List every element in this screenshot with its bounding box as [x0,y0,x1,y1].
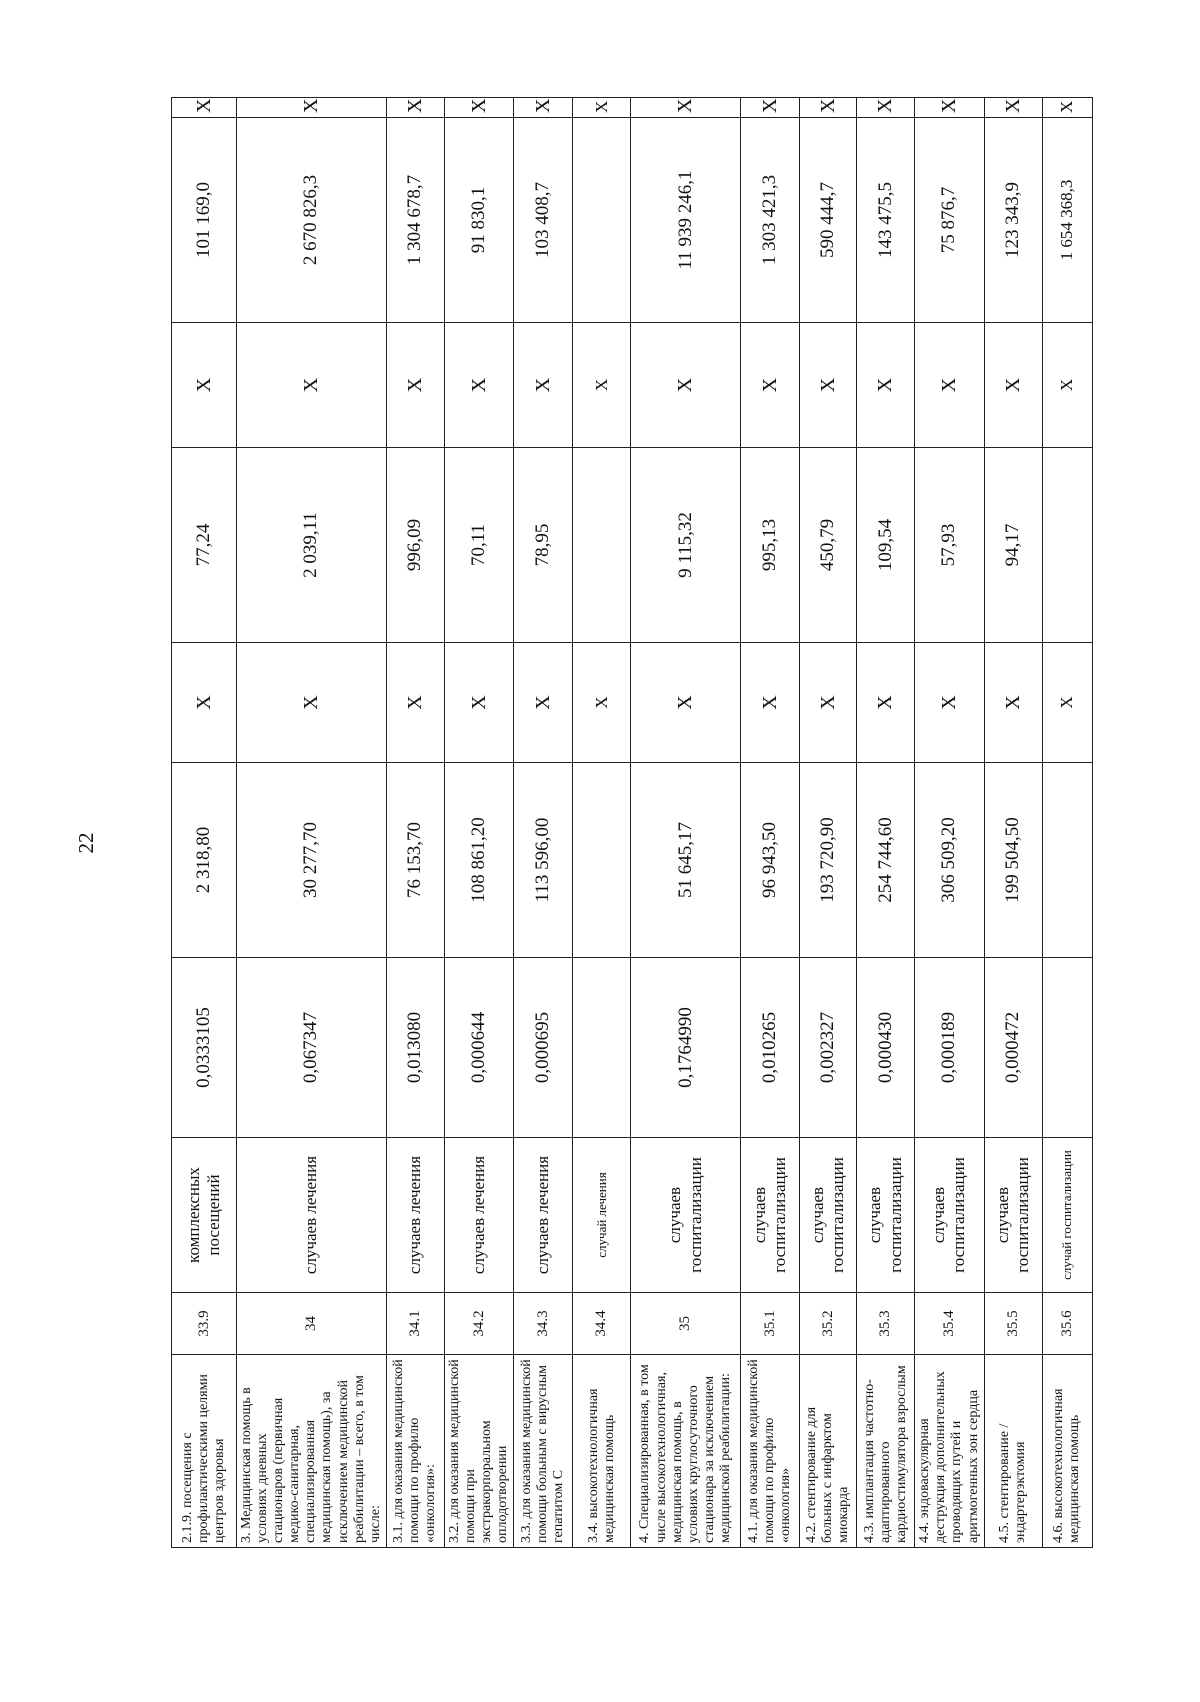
row-x-mark-cell: X [800,98,857,118]
row-code-cell: 34.4 [573,1293,631,1355]
row-cost-cell [573,763,631,958]
row-volume-cell: 0,000189 [915,958,984,1138]
row-volume-cell [1042,958,1092,1138]
row-unit-cell: случаев госпитализации [741,1138,800,1293]
row-x-mark-cell: X [172,98,237,118]
row-code-cell: 35.4 [915,1293,984,1355]
row-code-cell: 34.3 [514,1293,573,1355]
row-x-mark-cell: X [1042,323,1092,448]
row-per-capita-cell: 70,11 [444,448,513,643]
row-volume-cell: 0,067347 [237,958,387,1138]
row-unit-cell: случаев госпитализации [857,1138,915,1293]
row-x-mark-cell: X [573,98,631,118]
row-x-mark-cell: X [741,643,800,763]
row-total-cell: 1 303 421,3 [741,118,800,323]
row-total-cell: 103 408,7 [514,118,573,323]
row-unit-cell: случаев госпитализации [984,1138,1042,1293]
row-unit-cell: случаев госпитализации [631,1138,741,1293]
row-per-capita-cell: 9 115,32 [631,448,741,643]
table-row [984,98,1042,1548]
row-unit-cell: случаев госпитализации [915,1138,984,1293]
row-code-cell: 34 [237,1293,387,1355]
row-unit-cell: комплексных посещений [172,1138,237,1293]
row-per-capita-cell: 57,93 [915,448,984,643]
row-x-mark-cell: X [237,643,387,763]
row-total-cell: 101 169,0 [172,118,237,323]
row-per-capita-cell [1042,448,1092,643]
row-cost-cell: 2 318,80 [172,763,237,958]
row-per-capita-cell: 78,95 [514,448,573,643]
row-x-mark-cell: X [915,643,984,763]
row-x-mark-cell: X [741,98,800,118]
row-name-cell: 3.3. для оказания медицинской помощи больным с вирусным гепатитом С [514,1355,573,1548]
row-unit-cell: случаев лечения [386,1138,444,1293]
row-cost-cell: 193 720,90 [800,763,857,958]
row-per-capita-cell: 109,54 [857,448,915,643]
row-x-mark-cell: X [631,643,741,763]
row-x-mark-cell: X [631,323,741,448]
table-row [573,98,631,1548]
row-unit-cell: случай госпитализации [1042,1138,1092,1293]
page-number: 22 [73,832,98,854]
row-name-cell: 4. Специализированная, в том числе высокотехнологичная, медицинская помощь, в условиях круглосуточного стационара за исключением медицинской реабилитации: [631,1355,741,1548]
row-unit-cell: случаев лечения [514,1138,573,1293]
row-cost-cell [1042,763,1092,958]
row-volume-cell: 0,000430 [857,958,915,1138]
row-volume-cell: 0,013080 [386,958,444,1138]
row-code-cell: 35.2 [800,1293,857,1355]
row-x-mark-cell: X [514,643,573,763]
table-body [172,98,1093,1548]
row-x-mark-cell: X [915,323,984,448]
row-name-cell: 3.1. для оказания медицинской помощи по профилю «онкология»: [386,1355,444,1548]
table-row [172,98,237,1548]
row-cost-cell: 96 943,50 [741,763,800,958]
row-name-cell: 4.6. высокотехнологичная медицинская помощь [1042,1355,1092,1548]
row-x-mark-cell: X [915,98,984,118]
row-total-cell: 2 670 826,3 [237,118,387,323]
row-code-cell: 35.1 [741,1293,800,1355]
row-code-cell: 34.2 [444,1293,513,1355]
row-per-capita-cell: 450,79 [800,448,857,643]
table-row [386,98,444,1548]
row-cost-cell: 113 596,00 [514,763,573,958]
row-x-mark-cell: X [741,323,800,448]
row-x-mark-cell: X [857,323,915,448]
row-total-cell: 1 304 678,7 [386,118,444,323]
row-total-cell: 91 830,1 [444,118,513,323]
row-x-mark-cell: X [573,643,631,763]
row-cost-cell: 30 277,70 [237,763,387,958]
row-volume-cell: 0,000695 [514,958,573,1138]
row-name-cell: 4.3. имплантация частотно-адаптированного кардиостимулятора взрослым [857,1355,915,1548]
rotated-table-container [171,98,1121,1548]
row-volume-cell: 0,010265 [741,958,800,1138]
row-name-cell: 3. Медицинская помощь в условиях дневных стационаров (первичная медико-санитарная, специализированная медицинская помощь), за исключением медицинской реабилитации – всего, в том числе: [237,1355,387,1548]
row-unit-cell: случаев лечения [237,1138,387,1293]
row-unit-cell: случаев лечения [444,1138,513,1293]
table-row [915,98,984,1548]
row-code-cell: 35.5 [984,1293,1042,1355]
row-name-cell: 2.1.9. посещения с профилактическими целями центров здоровья [172,1355,237,1548]
row-code-cell: 35.3 [857,1293,915,1355]
row-x-mark-cell: X [172,323,237,448]
row-total-cell: 75 876,7 [915,118,984,323]
row-x-mark-cell: X [514,98,573,118]
row-x-mark-cell: X [237,323,387,448]
row-per-capita-cell: 2 039,11 [237,448,387,643]
row-per-capita-cell: 94,17 [984,448,1042,643]
table-row [800,98,857,1548]
row-total-cell: 11 939 246,1 [631,118,741,323]
row-volume-cell: 0,000644 [444,958,513,1138]
row-per-capita-cell [573,448,631,643]
row-x-mark-cell: X [386,323,444,448]
row-x-mark-cell: X [444,98,513,118]
row-name-cell: 4.4. эндоваскулярная деструкция дополнительных проводящих путей и аритмогенных зон сердца [915,1355,984,1548]
row-code-cell: 33.9 [172,1293,237,1355]
row-per-capita-cell: 996,09 [386,448,444,643]
row-volume-cell: 0,0333105 [172,958,237,1138]
table-row [857,98,915,1548]
row-x-mark-cell: X [984,323,1042,448]
row-name-cell: 4.1. для оказания медицинской помощи по профилю «онкология» [741,1355,800,1548]
medical-aid-table [171,97,1093,1548]
row-name-cell: 4.2. стентирование для больных с инфарктом миокарда [800,1355,857,1548]
table-row [444,98,513,1548]
row-unit-cell: случаев госпитализации [800,1138,857,1293]
table-row [514,98,573,1548]
row-cost-cell: 76 153,70 [386,763,444,958]
row-name-cell: 4.5. стентирование / эндартерэктомия [984,1355,1042,1548]
table-row [237,98,387,1548]
table-row [631,98,741,1548]
row-cost-cell: 108 861,20 [444,763,513,958]
row-x-mark-cell: X [1042,98,1092,118]
row-x-mark-cell: X [800,643,857,763]
row-x-mark-cell: X [631,98,741,118]
row-x-mark-cell: X [444,323,513,448]
row-volume-cell [573,958,631,1138]
row-cost-cell: 306 509,20 [915,763,984,958]
row-x-mark-cell: X [444,643,513,763]
row-x-mark-cell: X [237,98,387,118]
row-x-mark-cell: X [857,98,915,118]
row-x-mark-cell: X [386,98,444,118]
row-cost-cell: 199 504,50 [984,763,1042,958]
row-code-cell: 34.1 [386,1293,444,1355]
row-volume-cell: 0,002327 [800,958,857,1138]
row-x-mark-cell: X [800,323,857,448]
row-unit-cell: случай лечения [573,1138,631,1293]
row-total-cell: 143 475,5 [857,118,915,323]
table-row [1042,98,1092,1548]
row-x-mark-cell: X [1042,643,1092,763]
row-x-mark-cell: X [984,98,1042,118]
row-x-mark-cell: X [172,643,237,763]
row-total-cell: 123 343,9 [984,118,1042,323]
row-code-cell: 35.6 [1042,1293,1092,1355]
table-row [741,98,800,1548]
row-total-cell: 590 444,7 [800,118,857,323]
row-x-mark-cell: X [984,643,1042,763]
row-total-cell [573,118,631,323]
row-volume-cell: 0,000472 [984,958,1042,1138]
row-x-mark-cell: X [386,643,444,763]
row-cost-cell: 51 645,17 [631,763,741,958]
row-code-cell: 35 [631,1293,741,1355]
row-cost-cell: 254 744,60 [857,763,915,958]
row-name-cell: 3.4. высокотехнологичная медицинская помощь [573,1355,631,1548]
row-volume-cell: 0,1764990 [631,958,741,1138]
row-per-capita-cell: 995,13 [741,448,800,643]
row-name-cell: 3.2. для оказания медицинской помощи при экстракорпоральном оплодотворении [444,1355,513,1548]
row-x-mark-cell: X [573,323,631,448]
row-x-mark-cell: X [857,643,915,763]
row-per-capita-cell: 77,24 [172,448,237,643]
row-total-cell: 1 654 368,3 [1042,118,1092,323]
row-x-mark-cell: X [514,323,573,448]
